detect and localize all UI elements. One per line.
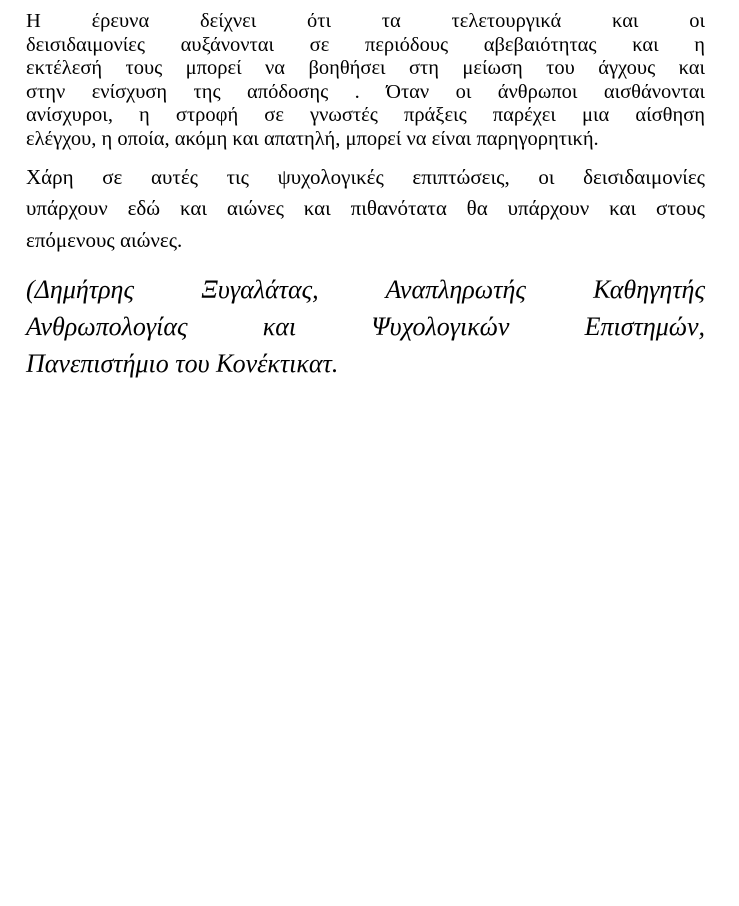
author-attribution (26, 271, 705, 382)
text-line: εκτέλεσή τους μπορεί να βοηθήσει στη μείωση του άγχους και (26, 57, 705, 80)
paragraph-research (26, 10, 705, 152)
text-line: Χάρη σε αυτές τις ψυχολογικές επιπτώσεις, οι δεισιδαιμονίες (26, 164, 705, 189)
text-line: επόμενους αιώνες. (26, 227, 183, 252)
document-page (26, 10, 705, 382)
text-line: Ανθρωπολογίας και Ψυχολογικών Επιστημών, (26, 312, 705, 342)
text-line: ελέγχου, η οποία, ακόμη και απατηλή, μπορεί να είναι παρηγορητική. (26, 127, 599, 150)
text-line: Πανεπιστήμιο του Κονέκτικατ. (26, 349, 339, 379)
text-line: δεισιδαιμονίες αυξάνονται σε περιόδους αβεβαιότητας και η (26, 33, 705, 56)
text-line: (Δημήτρης Ξυγαλάτας, Αναπληρωτής Καθηγητής (26, 275, 705, 305)
text-line: στην ενίσχυση της απόδοσης . Όταν οι άνθρωποι αισθάνονται (26, 80, 705, 103)
text-line: ανίσχυροι, η στροφή σε γνωστές πράξεις παρέχει μια αίσθηση (26, 104, 705, 127)
text-line: Η έρευνα δείχνει ότι τα τελετουργικά και οι (26, 10, 705, 32)
paragraph-conclusion (26, 162, 705, 257)
text-line: υπάρχουν εδώ και αιώνες και πιθανότατα θα υπάρχουν και στους (26, 196, 705, 221)
